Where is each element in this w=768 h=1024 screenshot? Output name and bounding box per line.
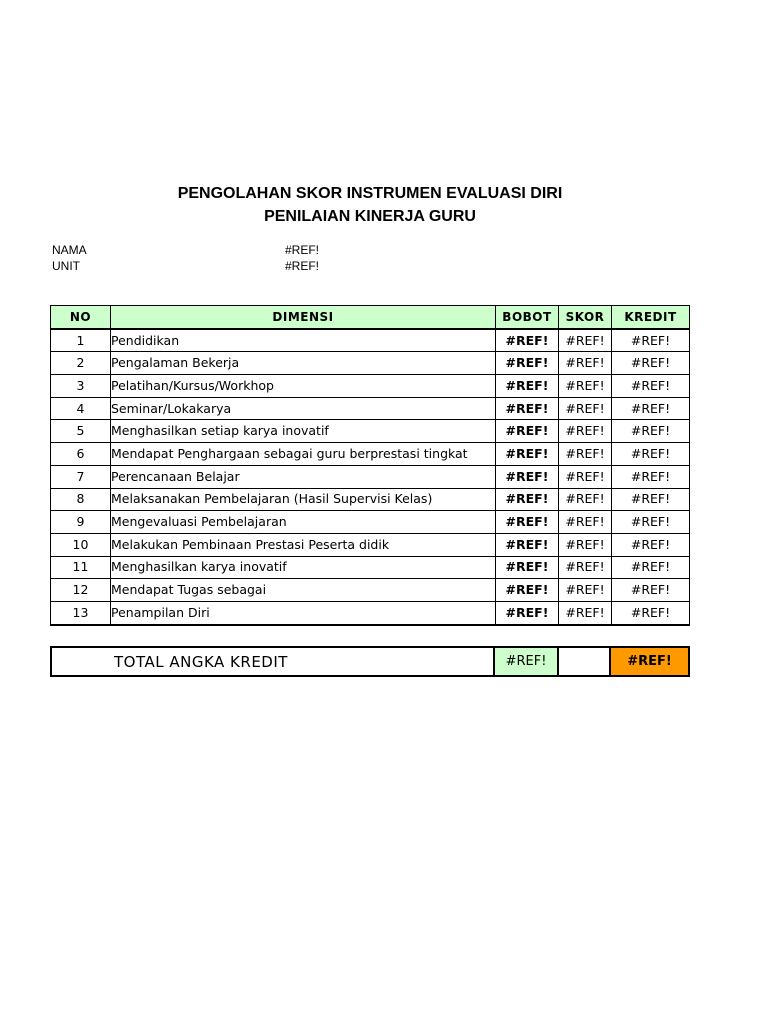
row-kredit: #REF!: [612, 556, 690, 579]
table-body: [51, 329, 690, 625]
row-bobot: #REF!: [496, 352, 559, 375]
unit-value: #REF!: [285, 259, 320, 273]
row-dimensi: Pendidikan: [111, 329, 496, 352]
row-kredit: #REF!: [612, 511, 690, 534]
row-bobot: #REF!: [496, 533, 559, 556]
row-dimensi: Menghasilkan karya inovatif: [111, 556, 496, 579]
total-kredit: #REF!: [610, 647, 689, 676]
table-row: [51, 579, 690, 602]
table-row: [51, 420, 690, 443]
row-kredit: #REF!: [612, 443, 690, 466]
row-bobot: #REF!: [496, 511, 559, 534]
row-dimensi: Mengevaluasi Pembelajaran: [111, 511, 496, 534]
total-label: TOTAL ANGKA KREDIT: [51, 647, 494, 676]
row-kredit: #REF!: [612, 329, 690, 352]
row-skor: #REF!: [559, 420, 612, 443]
row-no: 7: [51, 465, 111, 488]
row-bobot: #REF!: [496, 397, 559, 420]
row-kredit: #REF!: [612, 375, 690, 398]
header-kredit: KREDIT: [612, 306, 690, 329]
row-dimensi: Pengalaman Bekerja: [111, 352, 496, 375]
row-bobot: #REF!: [496, 556, 559, 579]
table-row: [51, 601, 690, 624]
nama-value: #REF!: [285, 243, 320, 257]
row-skor: #REF!: [559, 601, 612, 624]
row-skor: #REF!: [559, 511, 612, 534]
row-no: 4: [51, 397, 111, 420]
row-dimensi: Pelatihan/Kursus/Workhop: [111, 375, 496, 398]
row-kredit: #REF!: [612, 579, 690, 602]
row-kredit: #REF!: [612, 488, 690, 511]
row-bobot: #REF!: [496, 465, 559, 488]
table-row: [51, 511, 690, 534]
row-kredit: #REF!: [612, 397, 690, 420]
table-row: [51, 556, 690, 579]
row-dimensi: Penampilan Diri: [111, 601, 496, 624]
row-no: 1: [51, 329, 111, 352]
row-bobot: #REF!: [496, 420, 559, 443]
row-skor: #REF!: [559, 488, 612, 511]
header-no: NO: [51, 306, 111, 329]
row-no: 12: [51, 579, 111, 602]
header-bobot: BOBOT: [496, 306, 559, 329]
row-kredit: #REF!: [612, 465, 690, 488]
row-no: 9: [51, 511, 111, 534]
row-no: 8: [51, 488, 111, 511]
header-dimensi: DIMENSI: [111, 306, 496, 329]
row-skor: #REF!: [559, 465, 612, 488]
table-row: [51, 465, 690, 488]
row-kredit: #REF!: [612, 352, 690, 375]
nama-label: NAMA: [52, 243, 87, 257]
row-dimensi: Melaksanakan Pembelajaran (Hasil Supervisi Kelas): [111, 488, 496, 511]
table-row: [51, 375, 690, 398]
row-kredit: #REF!: [612, 601, 690, 624]
row-kredit: #REF!: [612, 533, 690, 556]
row-skor: #REF!: [559, 375, 612, 398]
row-no: 10: [51, 533, 111, 556]
document-title-line-1: PENGOLAHAN SKOR INSTRUMEN EVALUASI DIRI: [177, 185, 563, 202]
row-skor: #REF!: [559, 533, 612, 556]
table-row: [51, 329, 690, 352]
total-row: [50, 646, 690, 677]
row-skor: #REF!: [559, 352, 612, 375]
row-bobot: #REF!: [496, 601, 559, 624]
row-bobot: #REF!: [496, 488, 559, 511]
row-no: 6: [51, 443, 111, 466]
table-row: [51, 488, 690, 511]
table-header-row: [51, 306, 690, 329]
row-bobot: #REF!: [496, 375, 559, 398]
row-skor: #REF!: [559, 556, 612, 579]
row-dimensi: Mendapat Tugas sebagai: [111, 579, 496, 602]
header-skor: SKOR: [559, 306, 612, 329]
row-bobot: #REF!: [496, 329, 559, 352]
row-bobot: #REF!: [496, 579, 559, 602]
row-dimensi: Seminar/Lokakarya: [111, 397, 496, 420]
table-row: [51, 533, 690, 556]
row-skor: #REF!: [559, 329, 612, 352]
row-kredit: #REF!: [612, 420, 690, 443]
row-dimensi: Mendapat Penghargaan sebagai guru berprestasi tingkat: [111, 443, 496, 466]
row-no: 11: [51, 556, 111, 579]
row-no: 5: [51, 420, 111, 443]
table-row: [51, 397, 690, 420]
unit-label: UNIT: [52, 259, 80, 273]
row-no: 3: [51, 375, 111, 398]
row-no: 13: [51, 601, 111, 624]
row-dimensi: Melakukan Pembinaan Prestasi Peserta didik: [111, 533, 496, 556]
row-bobot: #REF!: [496, 443, 559, 466]
row-dimensi: Perencanaan Belajar: [111, 465, 496, 488]
table-row: [51, 352, 690, 375]
document-title-line-2: PENILAIAN KINERJA GURU: [264, 208, 476, 225]
row-dimensi: Menghasilkan setiap karya inovatif: [111, 420, 496, 443]
total-bobot: #REF!: [494, 647, 558, 676]
row-skor: #REF!: [559, 579, 612, 602]
dimension-score-table: [50, 305, 690, 626]
row-skor: #REF!: [559, 443, 612, 466]
table-row: [51, 443, 690, 466]
row-skor: #REF!: [559, 397, 612, 420]
row-no: 2: [51, 352, 111, 375]
total-skor: [558, 647, 610, 676]
